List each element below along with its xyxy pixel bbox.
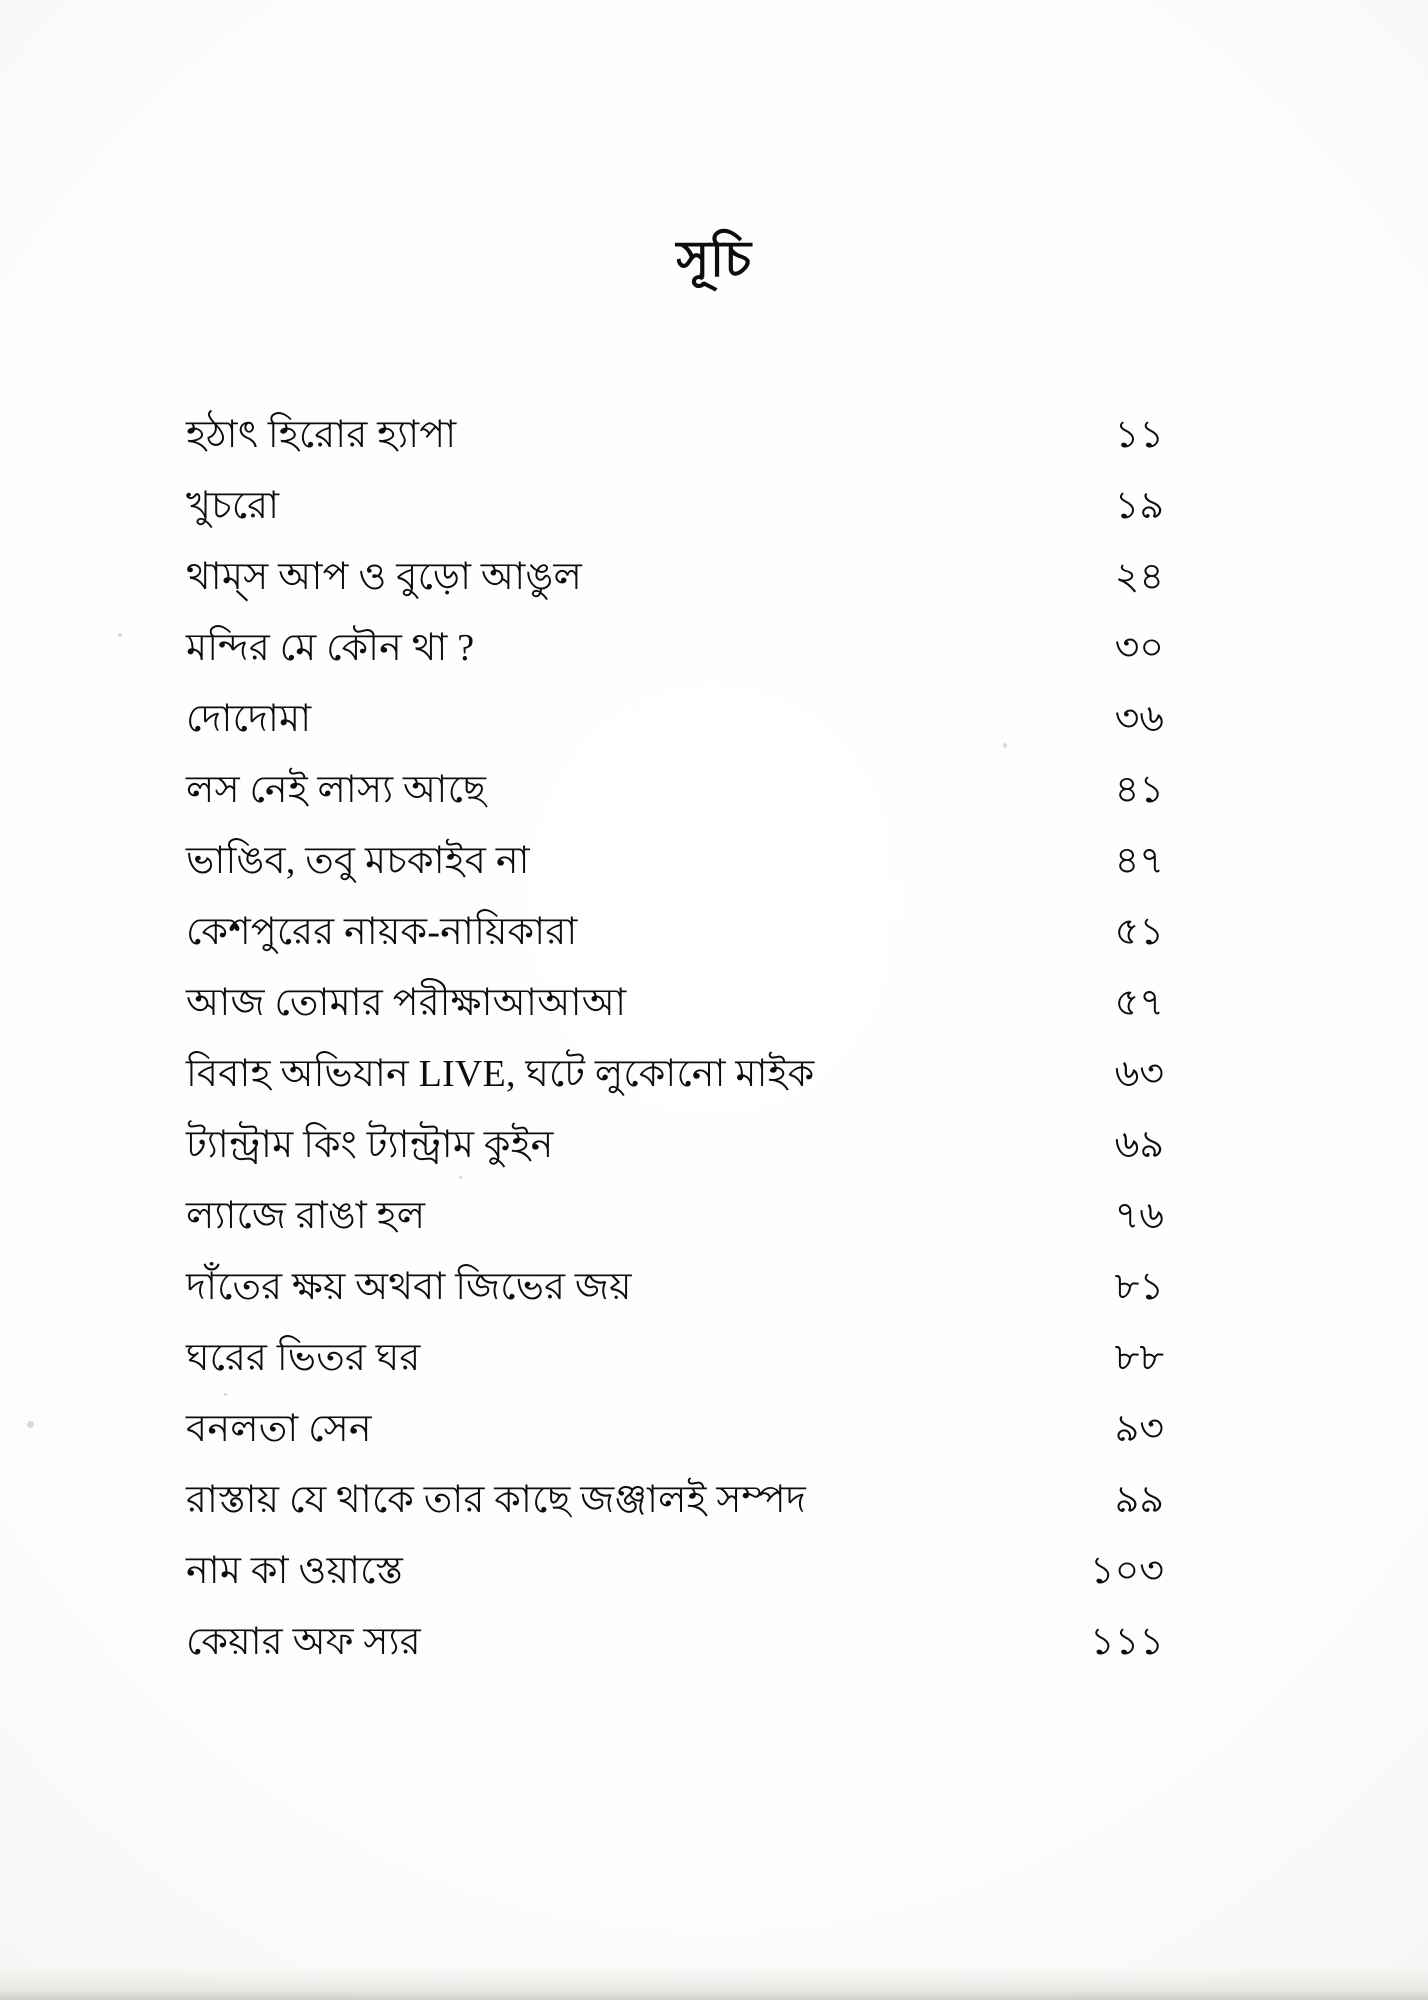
toc-entry-page-number: ১০৩ <box>1089 1550 1164 1592</box>
toc-entry-row[interactable] <box>186 1621 1186 1692</box>
toc-entry-row[interactable] <box>186 840 1186 911</box>
toc-entry-row[interactable] <box>186 698 1186 769</box>
toc-entry-row[interactable] <box>186 556 1186 627</box>
toc-entry-page-number: ৯৩ <box>1114 1408 1164 1450</box>
toc-entry-row[interactable] <box>186 911 1186 982</box>
toc-entry-page-number: ৩০ <box>1114 627 1164 669</box>
toc-entry-title: ভাঙিব, তবু মচকাইব না <box>186 840 530 882</box>
toc-entry-title: কেয়ার অফ স্যর <box>186 1621 421 1663</box>
toc-entry-page-number: ১১১ <box>1090 1621 1164 1663</box>
toc-entry-row[interactable] <box>186 982 1186 1053</box>
toc-entry-page-number: ৮৮ <box>1114 1337 1164 1379</box>
scan-bottom-shadow <box>0 1966 1428 2000</box>
toc-entry-row[interactable] <box>186 627 1186 698</box>
toc-entry-page-number: ৬৩ <box>1114 1053 1164 1095</box>
toc-entry-title: দাঁতের ক্ষয় অথবা জিভের জয় <box>186 1266 632 1308</box>
toc-entry-row[interactable] <box>186 1550 1186 1621</box>
toc-entry-title: ঘরের ভিতর ঘর <box>186 1337 421 1379</box>
toc-entry-title: মন্দির মে কৌন থা ? <box>186 627 475 669</box>
toc-entry-title: দোদোমা <box>186 698 312 740</box>
toc-entry-page-number: ৫৭ <box>1114 982 1164 1024</box>
toc-entry-row[interactable] <box>186 1479 1186 1550</box>
toc-entry-title: নাম কা ওয়াস্তে <box>186 1550 403 1592</box>
toc-entry-row[interactable] <box>186 1124 1186 1195</box>
toc-entry-title: কেশপুরের নায়ক-নায়িকারা <box>186 911 578 953</box>
toc-entry-page-number: ৫১ <box>1114 911 1164 953</box>
toc-entry-row[interactable] <box>186 1266 1186 1337</box>
toc-entry-row[interactable] <box>186 1408 1186 1479</box>
toc-entry-title: বিবাহ অভিযান LIVE, ঘটে লুকোনো মাইক <box>186 1053 815 1095</box>
toc-entry-row[interactable] <box>186 769 1186 840</box>
toc-entry-row[interactable] <box>186 485 1186 556</box>
toc-entry-page-number: ১১ <box>1114 414 1164 456</box>
page-title: সূচি <box>676 230 752 287</box>
toc-entry-page-number: ৮১ <box>1114 1266 1164 1308</box>
toc-entry-page-number: ১৯ <box>1114 485 1164 527</box>
toc-entry-row[interactable] <box>186 414 1186 485</box>
toc-entry-title: লস নেই লাস্য আছে <box>186 769 487 811</box>
toc-entry-title: থাম্‌স আপ ও বুড়ো আঙুল <box>186 556 582 598</box>
toc-entry-page-number: ৪৭ <box>1114 840 1164 882</box>
toc-entry-row[interactable] <box>186 1195 1186 1266</box>
toc-entry-page-number: ৪১ <box>1114 769 1164 811</box>
toc-entry-row[interactable] <box>186 1053 1186 1124</box>
toc-entry-title: ল্যাজে রাঙা হল <box>186 1195 426 1237</box>
toc-entry-title: রাস্তায় যে থাকে তার কাছে জঞ্জালই সম্পদ <box>186 1479 807 1521</box>
scan-artifact-speck <box>27 1421 34 1428</box>
toc-entry-page-number: ৭৬ <box>1114 1195 1164 1237</box>
toc-entry-page-number: ৬৯ <box>1114 1124 1164 1166</box>
toc-entry-page-number: ৯৯ <box>1114 1479 1164 1521</box>
toc-entry-page-number: ৩৬ <box>1114 698 1164 740</box>
toc-entry-row[interactable] <box>186 1337 1186 1408</box>
toc-entry-title: খুচরো <box>186 485 280 527</box>
toc-entry-title: বনলতা সেন <box>186 1408 372 1450</box>
table-of-contents-list <box>186 414 1186 1692</box>
toc-entry-title: হঠাৎ হিরোর হ্যাপা <box>186 414 457 456</box>
toc-entry-title: ট্যান্ট্রাম কিং ট্যান্ট্রাম কুইন <box>186 1124 554 1166</box>
scan-artifact-speck <box>118 633 122 637</box>
toc-entry-title: আজ তোমার পরীক্ষাআআআ <box>186 982 627 1024</box>
toc-entry-page-number: ২৪ <box>1114 556 1164 598</box>
